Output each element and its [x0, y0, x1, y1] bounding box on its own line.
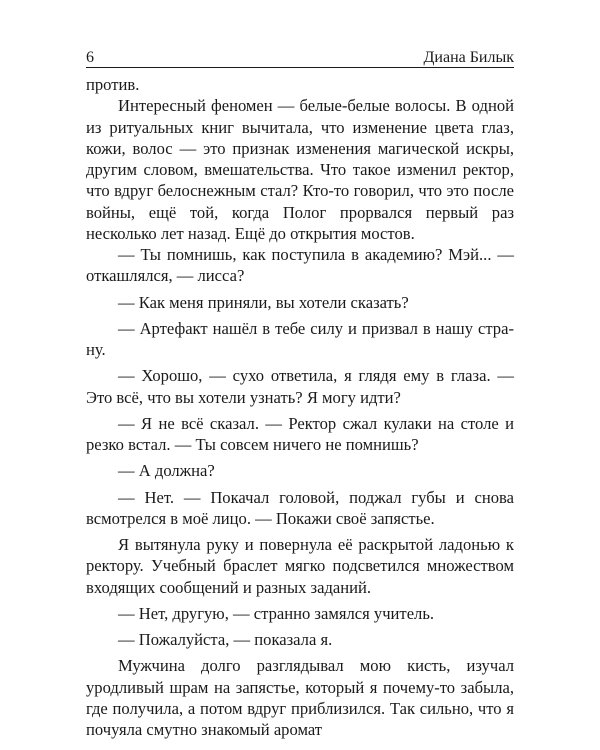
paragraph: Интересный феномен — белые-белые волосы. В одной из ритуальных книг вычитала, что изменение цвета глаз, кожи, волос — это признак изменения магической искры, другим словом, вмешательства. Что такое изменил ректор, что вдруг белоснежным стал? Кто-то говорил, что это после войны, ещё той, когда Полог прорвался первый раз несколько лет назад. Ещё до открытия мостов. [86, 96, 514, 243]
paragraph: Мужчина долго разглядывал мою кисть, изучал уродливый шрам на запястье, который я почему-то забыла, где получила, а потом вдруг приблизился. Так сильно, что я почуяла смутно знакомый аромат [86, 656, 514, 739]
paragraph: — Нет, другую, — странно замялся учитель. [118, 603, 435, 623]
paragraph: против. [86, 75, 140, 94]
paragraph: — Хорошо, — сухо ответила, я глядя ему в глаза. — Это всё, что вы хотели узнать? Я могу идти? [86, 366, 514, 407]
paragraph: — Пожалуйста, — показала я. [118, 630, 333, 649]
paragraph: — А должна? [118, 461, 215, 481]
paragraph: — Ты помнишь, как поступила в академию? Мэй... — откашлялся, — лисса? [86, 245, 514, 286]
author-name: Диана Билык [423, 49, 514, 66]
running-header [86, 42, 514, 66]
paragraph: — Как меня приняли, вы хотели сказать? [118, 292, 409, 312]
paragraph: — Нет. — Покачал головой, поджал губы и снова всмотрелся в моё лицо. — Покажи своё запястье. [86, 487, 514, 528]
body-text [86, 74, 514, 740]
page-number: 6 [86, 49, 94, 66]
header-divider [86, 67, 514, 68]
paragraph: — Я не всё сказал. — Ректор сжал кулаки на столе и резко встал. — Ты совсем ничего не помнишь? [86, 413, 514, 454]
paragraph: Я вытянула руку и повернула её раскрытой ладонью к ректору. Учебный браслет мягко подсветился множеством входящих сообщений и разных заданий. [86, 535, 514, 597]
paragraph: — Артефакт нашёл в тебе силу и призвал в нашу страну. [86, 318, 514, 359]
